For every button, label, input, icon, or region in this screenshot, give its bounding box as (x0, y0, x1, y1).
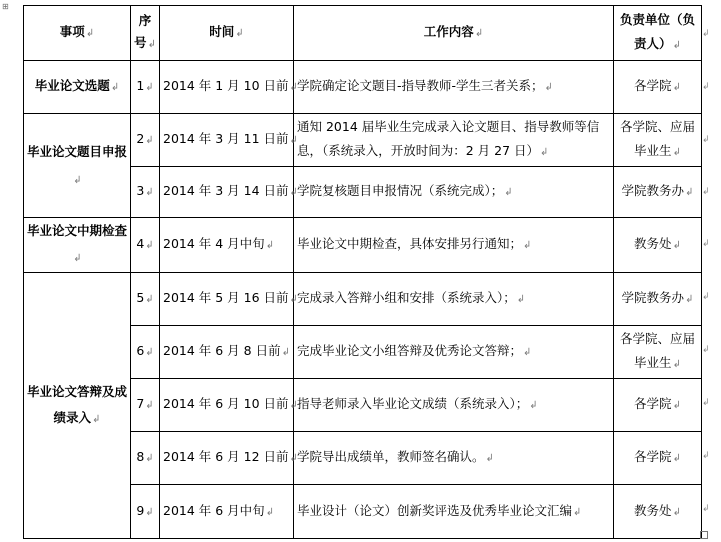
row-end-mark-icon: ↲ (702, 504, 710, 514)
paragraph-mark-icon: ↲ (289, 294, 298, 305)
row-time: 2014 年 6 月 8 日前↲ (160, 326, 294, 379)
row-content: 学院导出成绩单，教师签名确认。↲ (294, 432, 614, 485)
paragraph-mark-icon: ↲ (145, 135, 154, 146)
row-time: 2014 年 3 月 14 日前↲ (160, 167, 294, 218)
paragraph-mark-icon: ↲ (573, 506, 582, 518)
header-time: 时间↲ (160, 6, 294, 61)
row-unit: 学院教务办↲ (614, 167, 702, 218)
paragraph-mark-icon: ↲ (289, 453, 298, 464)
paragraph-mark-icon: ↲ (235, 28, 244, 39)
row-time: 2014 年 6 月中旬↲ (160, 485, 294, 539)
table-row (24, 273, 702, 326)
paragraph-mark-icon: ↲ (685, 187, 694, 198)
paragraph-mark-icon: ↲ (685, 294, 694, 305)
paragraph-mark-icon: ↲ (523, 347, 532, 358)
row-unit: 各学院↲ (614, 61, 702, 114)
paragraph-mark-icon: ↲ (529, 400, 538, 411)
row-number: 7↲ (131, 379, 160, 432)
paragraph-mark-icon: ↲ (145, 506, 154, 518)
row-content: 学院确定论文题目-指导教师-学生三者关系；↲ (294, 61, 614, 114)
paragraph-mark-icon: ↲ (145, 400, 154, 411)
row-end-mark-icon: ↲ (702, 292, 710, 302)
paragraph-mark-icon: ↲ (145, 294, 154, 305)
row-number: 9↲ (131, 485, 160, 539)
row-content: 完成录入答辩小组和安排（系统录入）；↲ (294, 273, 614, 326)
table-row (24, 61, 702, 114)
graduation-schedule-table (23, 5, 702, 539)
paragraph-mark-icon: ↲ (92, 413, 101, 425)
row-content: 毕业设计（论文）创新奖评选及优秀毕业论文汇编↲ (294, 485, 614, 539)
header-item: 事项↲ (24, 6, 131, 61)
paragraph-mark-icon: ↲ (672, 240, 681, 251)
row-end-mark-icon: ↲ (702, 451, 710, 461)
group-item-title: 毕业论文中期检查↲ (24, 218, 131, 273)
paragraph-mark-icon: ↲ (145, 453, 154, 464)
paragraph-mark-icon: ↲ (672, 400, 681, 411)
paragraph-mark-icon: ↲ (289, 187, 298, 198)
paragraph-mark-icon: ↲ (474, 28, 484, 39)
row-unit: 教务处↲ (614, 485, 702, 539)
row-number: 8↲ (131, 432, 160, 485)
header-content: 工作内容↲ (294, 6, 614, 61)
table-resize-handle-icon[interactable] (700, 531, 708, 539)
paragraph-mark-icon: ↲ (540, 147, 549, 158)
table-anchor-icon[interactable]: ⊞ (2, 2, 9, 11)
paragraph-mark-icon: ↲ (672, 453, 681, 464)
paragraph-mark-icon: ↲ (672, 506, 681, 518)
paragraph-mark-icon: ↲ (672, 82, 681, 93)
paragraph-mark-icon: ↲ (672, 359, 681, 370)
paragraph-mark-icon: ↲ (544, 82, 553, 93)
paragraph-mark-icon: ↲ (485, 453, 494, 464)
row-number: 3↲ (131, 167, 160, 218)
paragraph-mark-icon: ↲ (147, 39, 156, 50)
group-item-title: 毕业论文选题↲ (24, 61, 131, 114)
paragraph-mark-icon: ↲ (73, 174, 82, 186)
paragraph-mark-icon: ↲ (289, 82, 298, 93)
row-unit: 各学院↲ (614, 379, 702, 432)
row-time: 2014 年 5 月 16 日前↲ (160, 273, 294, 326)
row-content: 毕业论文中期检查，具体安排另行通知；↲ (294, 218, 614, 273)
row-number: 1↲ (131, 61, 160, 114)
paragraph-mark-icon: ↲ (85, 28, 95, 39)
row-end-mark-icon: ↲ (702, 239, 710, 249)
row-time: 2014 年 6 月 10 日前↲ (160, 379, 294, 432)
paragraph-mark-icon: ↲ (289, 400, 298, 411)
paragraph-mark-icon: ↲ (289, 135, 298, 146)
paragraph-mark-icon: ↲ (110, 82, 120, 93)
paragraph-mark-icon: ↲ (145, 347, 154, 358)
row-unit: 教务处↲ (614, 218, 702, 273)
row-content: 指导老师录入毕业论文成绩（系统录入）；↲ (294, 379, 614, 432)
row-number: 6↲ (131, 326, 160, 379)
row-content: 通知 2014 届毕业生完成录入论文题目、指导教师等信息，（系统录入，开放时间为：2 月 27 日）↲ (294, 114, 614, 167)
row-end-mark-icon: ↲ (702, 135, 710, 145)
paragraph-mark-icon: ↲ (145, 187, 154, 198)
row-number: 5↲ (131, 273, 160, 326)
paragraph-mark-icon: ↲ (265, 240, 275, 251)
row-time: 2014 年 1 月 10 日前↲ (160, 61, 294, 114)
row-unit: 各学院、应届毕业生↲ (614, 114, 702, 167)
table-header-row (24, 6, 702, 61)
table-row (24, 114, 702, 167)
row-content: 学院复核题目申报情况（系统完成）；↲ (294, 167, 614, 218)
row-content: 完成毕业论文小组答辩及优秀论文答辩；↲ (294, 326, 614, 379)
row-unit: 各学院↲ (614, 432, 702, 485)
paragraph-mark-icon: ↲ (516, 294, 526, 305)
group-item-title: 毕业论文题目申报↲ (24, 114, 131, 218)
paragraph-mark-icon: ↲ (672, 147, 681, 158)
table-row (24, 218, 702, 273)
row-number: 4↲ (131, 218, 160, 273)
row-end-mark-icon: ↲ (702, 29, 710, 39)
header-num: 序号↲ (131, 6, 160, 61)
paragraph-mark-icon: ↲ (672, 40, 681, 51)
row-time: 2014 年 3 月 11 日前↲ (160, 114, 294, 167)
row-end-mark-icon: ↲ (702, 187, 710, 197)
paragraph-mark-icon: ↲ (281, 347, 290, 358)
paragraph-mark-icon: ↲ (73, 253, 82, 264)
paragraph-mark-icon: ↲ (145, 82, 154, 93)
row-number: 2↲ (131, 114, 160, 167)
row-unit: 各学院、应届毕业生↲ (614, 326, 702, 379)
row-time: 2014 年 6 月 12 日前↲ (160, 432, 294, 485)
paragraph-mark-icon: ↲ (145, 240, 154, 251)
row-end-mark-icon: ↲ (702, 398, 710, 408)
paragraph-mark-icon: ↲ (523, 240, 532, 251)
row-end-mark-icon: ↲ (702, 82, 710, 92)
header-unit: 负责单位（负责人）↲ (614, 6, 702, 61)
row-unit: 学院教务办↲ (614, 273, 702, 326)
paragraph-mark-icon: ↲ (265, 506, 275, 518)
paragraph-mark-icon: ↲ (504, 187, 513, 198)
row-end-mark-icon: ↲ (702, 345, 710, 355)
group-item-title: 毕业论文答辩及成绩录入↲ (24, 273, 131, 539)
row-time: 2014 年 4 月中旬↲ (160, 218, 294, 273)
